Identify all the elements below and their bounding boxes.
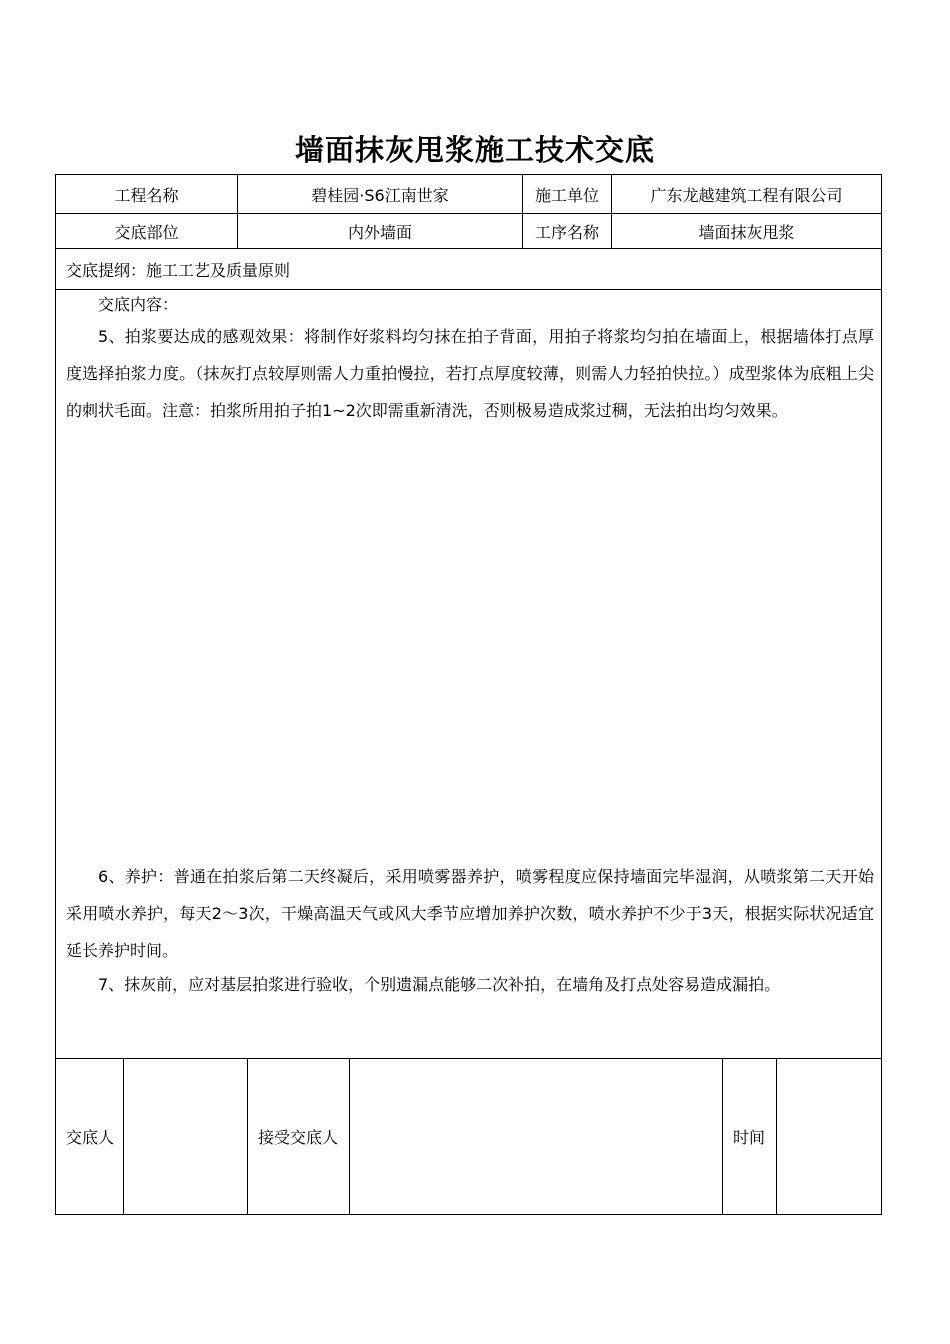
construction-unit-label: 施工单位 [534, 185, 599, 205]
process-name-label: 工序名称 [534, 222, 599, 242]
handover-outline: 交底提纲：施工工艺及质量原则 [66, 260, 291, 280]
content-item-5: 5、拍浆要达成的感观效果：将制作好浆料均匀抹在拍子背面，用拍子将浆均匀拍在墙面上，根据墙体打点厚度选择拍浆力度。（抹灰打点较厚则需人力重拍慢拉，若打点厚度较薄，则需人力轻拍快拉。）成型浆体为底粗上尖的刺状毛面。注意：拍浆所用拍子拍1~2次即需重新清洗，否则极易造成浆过稠，无法拍出均匀效果。 [66, 327, 874, 420]
document-title: 墙面抹灰甩浆施工技术交底 [294, 133, 655, 167]
handover-part-label: 交底部位 [114, 222, 179, 242]
presenter-field [124, 1059, 247, 1214]
project-name-label: 工程名称 [114, 185, 179, 205]
project-name-value: 碧桂园·S6江南世家 [311, 185, 449, 205]
time-label: 时间 [733, 1128, 766, 1147]
process-name-value: 墙面抹灰甩浆 [698, 222, 795, 242]
time-field [777, 1059, 881, 1214]
receiver-label: 接受交底人 [258, 1128, 339, 1147]
handover-form-table [55, 174, 882, 1215]
handover-part-value: 内外墙面 [347, 222, 412, 242]
content-item-6: 6、养护：普通在拍浆后第二天终凝后，采用喷雾器养护，喷雾程度应保持墙面完毕湿润，从喷浆第二天开始采用喷水养护，每天2～3次，干燥高温天气或风大季节应增加养护次数，喷水养护不少于3天，根据实际状况适宜延长养护时间。 [66, 867, 874, 960]
content-heading: 交底内容： [98, 295, 179, 314]
presenter-label: 交底人 [66, 1128, 115, 1147]
construction-unit-value: 广东龙越建筑工程有限公司 [650, 185, 843, 205]
content-item-7: 7、抹灰前，应对基层拍浆进行验收，个别遗漏点能够二次补拍，在墙角及打点处容易造成漏拍。 [98, 975, 781, 994]
receiver-field [350, 1059, 722, 1214]
